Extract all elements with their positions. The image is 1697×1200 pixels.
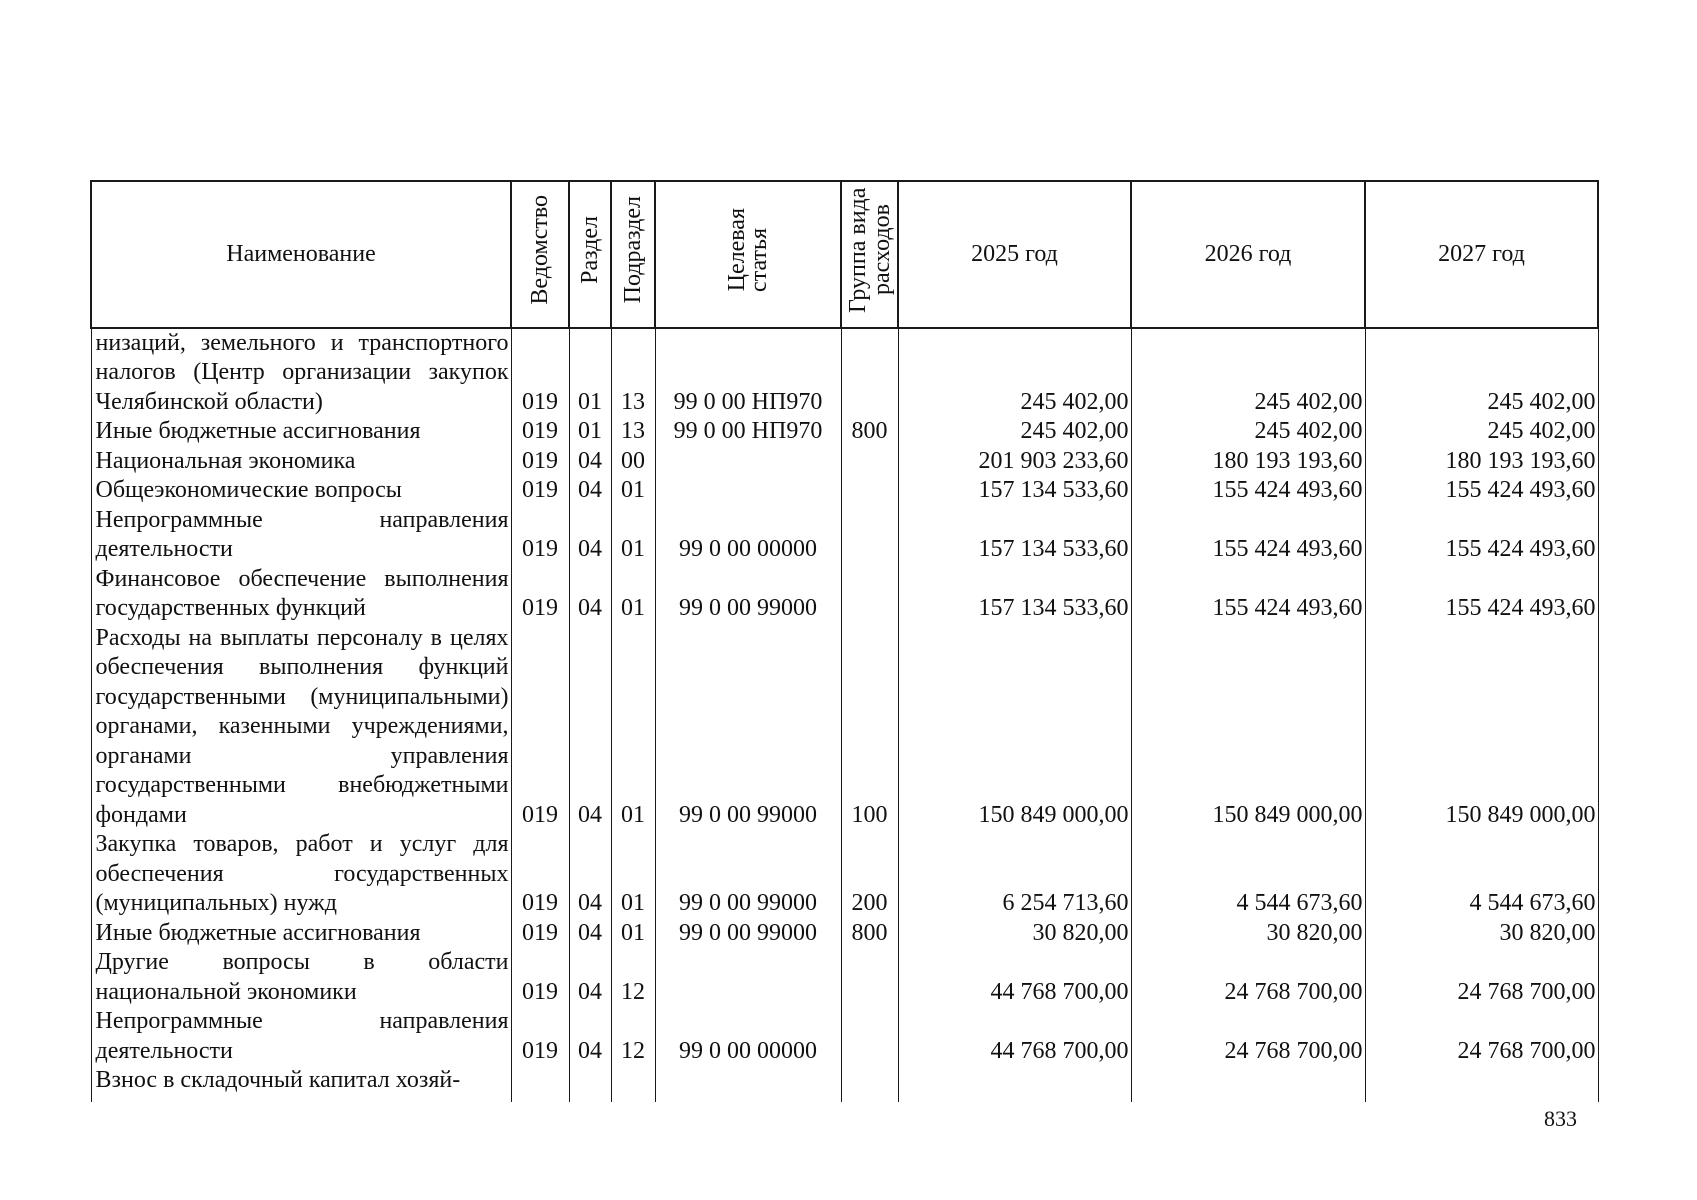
cell-razdel: 04: [569, 565, 611, 624]
cell-gruppa: [841, 1066, 898, 1102]
cell-2026: 24 768 700,00: [1131, 1007, 1365, 1066]
table-row: [91, 417, 1598, 447]
cell-2026: 155 424 493,60: [1131, 565, 1365, 624]
cell-celevaya: [655, 476, 841, 506]
cell-2025: [898, 1066, 1131, 1102]
cell-name: Иные бюджетные ассигнования: [91, 417, 511, 447]
cell-podrazdel: 01: [611, 476, 655, 506]
cell-gruppa: [841, 506, 898, 565]
table-row: [91, 506, 1598, 565]
cell-celevaya: 99 0 00 99000: [655, 919, 841, 949]
cell-2025: 6 254 713,60: [898, 830, 1131, 919]
cell-celevaya: 99 0 00 99000: [655, 565, 841, 624]
cell-2027: 245 402,00: [1365, 417, 1598, 447]
cell-razdel: 04: [569, 476, 611, 506]
cell-gruppa: 200: [841, 830, 898, 919]
table-row: [91, 447, 1598, 477]
cell-gruppa: [841, 1007, 898, 1066]
cell-celevaya: [655, 447, 841, 477]
cell-name: Иные бюджетные ассигнования: [91, 919, 511, 949]
table-row: [91, 565, 1598, 624]
cell-2025: 150 849 000,00: [898, 624, 1131, 831]
cell-2026: 30 820,00: [1131, 919, 1365, 949]
cell-name: Общеэкономические вопросы: [91, 476, 511, 506]
cell-vedomstvo: 019: [511, 476, 569, 506]
header-vedomstvo: [511, 181, 569, 328]
page-number: 833: [1544, 1106, 1577, 1131]
header-podrazdel-label: Подраздел: [620, 196, 646, 304]
cell-celevaya: 99 0 00 99000: [655, 624, 841, 831]
cell-gruppa: [841, 447, 898, 477]
cell-2026: 150 849 000,00: [1131, 624, 1365, 831]
header-2026: 2026 год: [1131, 181, 1365, 328]
cell-2026: 24 768 700,00: [1131, 948, 1365, 1007]
cell-podrazdel: 00: [611, 447, 655, 477]
cell-podrazdel: 01: [611, 830, 655, 919]
cell-2025: 157 134 533,60: [898, 506, 1131, 565]
cell-2025: 157 134 533,60: [898, 565, 1131, 624]
cell-2025: 44 768 700,00: [898, 1007, 1131, 1066]
cell-vedomstvo: 019: [511, 328, 569, 418]
cell-podrazdel: 12: [611, 1007, 655, 1066]
cell-vedomstvo: 019: [511, 830, 569, 919]
cell-name: Закупка товаров, работ и услуг для обеспечения государственных (муниципальных) нужд: [91, 830, 511, 919]
cell-gruppa: [841, 476, 898, 506]
cell-2026: 245 402,00: [1131, 328, 1365, 418]
cell-razdel: 04: [569, 1007, 611, 1066]
header-row: [91, 181, 1598, 328]
cell-gruppa: [841, 565, 898, 624]
cell-2027: 155 424 493,60: [1365, 565, 1598, 624]
cell-vedomstvo: 019: [511, 565, 569, 624]
cell-2027: 24 768 700,00: [1365, 948, 1598, 1007]
table-row: [91, 919, 1598, 949]
table-row: [91, 1066, 1598, 1102]
cell-name: Другие вопросы в области национальной экономики: [91, 948, 511, 1007]
cell-gruppa: [841, 948, 898, 1007]
cell-2027: 30 820,00: [1365, 919, 1598, 949]
cell-razdel: 04: [569, 624, 611, 831]
cell-podrazdel: 01: [611, 565, 655, 624]
cell-vedomstvo: 019: [511, 624, 569, 831]
cell-2026: 245 402,00: [1131, 417, 1365, 447]
cell-2027: 155 424 493,60: [1365, 476, 1598, 506]
cell-2027: 150 849 000,00: [1365, 624, 1598, 831]
header-razdel-label: Раздел: [577, 216, 603, 284]
table-header: [91, 181, 1598, 328]
cell-podrazdel: 01: [611, 506, 655, 565]
cell-razdel: 01: [569, 328, 611, 418]
cell-razdel: 04: [569, 830, 611, 919]
cell-celevaya: [655, 948, 841, 1007]
table-row: [91, 1007, 1598, 1066]
cell-2027: 24 768 700,00: [1365, 1007, 1598, 1066]
cell-gruppa: 800: [841, 417, 898, 447]
cell-name: Непрограммные направления деятельности: [91, 1007, 511, 1066]
cell-2026: 180 193 193,60: [1131, 447, 1365, 477]
cell-razdel: 01: [569, 417, 611, 447]
cell-podrazdel: [611, 1066, 655, 1102]
header-gruppa-label: Группа вида расходов: [844, 187, 895, 313]
cell-2025: 245 402,00: [898, 328, 1131, 418]
cell-2025: 157 134 533,60: [898, 476, 1131, 506]
header-gruppa: [841, 181, 898, 328]
table-row: [91, 830, 1598, 919]
cell-podrazdel: 01: [611, 919, 655, 949]
cell-razdel: 04: [569, 506, 611, 565]
header-podrazdel: [611, 181, 655, 328]
cell-gruppa: [841, 328, 898, 418]
cell-gruppa: 100: [841, 624, 898, 831]
cell-name: Финансовое обеспечение выполнения государственных функций: [91, 565, 511, 624]
cell-name: Взнос в складочный капитал хозяй-: [91, 1066, 511, 1102]
cell-vedomstvo: [511, 1066, 569, 1102]
cell-2026: 4 544 673,60: [1131, 830, 1365, 919]
cell-2027: 245 402,00: [1365, 328, 1598, 418]
cell-vedomstvo: 019: [511, 948, 569, 1007]
budget-table: [90, 180, 1599, 1102]
cell-2026: [1131, 1066, 1365, 1102]
header-celevaya-line1: Целевая: [724, 208, 750, 292]
cell-podrazdel: 13: [611, 328, 655, 418]
header-celevaya: [655, 181, 841, 328]
cell-2025: 30 820,00: [898, 919, 1131, 949]
cell-celevaya: 99 0 00 НП970: [655, 417, 841, 447]
cell-2027: [1365, 1066, 1598, 1102]
cell-vedomstvo: 019: [511, 506, 569, 565]
cell-vedomstvo: 019: [511, 447, 569, 477]
cell-celevaya: [655, 1066, 841, 1102]
cell-razdel: 04: [569, 919, 611, 949]
cell-vedomstvo: 019: [511, 919, 569, 949]
cell-podrazdel: 01: [611, 624, 655, 831]
header-name: Наименование: [91, 181, 511, 328]
cell-razdel: 04: [569, 447, 611, 477]
cell-razdel: 04: [569, 948, 611, 1007]
cell-2025: 201 903 233,60: [898, 447, 1131, 477]
cell-celevaya: 99 0 00 99000: [655, 830, 841, 919]
table-row: [91, 624, 1598, 831]
cell-podrazdel: 12: [611, 948, 655, 1007]
cell-celevaya: 99 0 00 00000: [655, 506, 841, 565]
cell-celevaya: 99 0 00 00000: [655, 1007, 841, 1066]
table-row: [91, 328, 1598, 418]
cell-name: Расходы на выплаты персоналу в целях обеспечения выполнения функций государственными (муниципальными) органами, казенными учреждениями, органами управления государственными внебюджетными фондами: [91, 624, 511, 831]
cell-razdel: [569, 1066, 611, 1102]
header-celevaya-line2: статья: [746, 227, 772, 292]
header-razdel: [569, 181, 611, 328]
cell-2026: 155 424 493,60: [1131, 476, 1365, 506]
cell-celevaya: 99 0 00 НП970: [655, 328, 841, 418]
header-vedomstvo-label: Ведомство: [527, 195, 553, 305]
header-2027: 2027 год: [1365, 181, 1598, 328]
table-row: [91, 476, 1598, 506]
cell-vedomstvo: 019: [511, 417, 569, 447]
cell-gruppa: 800: [841, 919, 898, 949]
cell-vedomstvo: 019: [511, 1007, 569, 1066]
cell-2026: 155 424 493,60: [1131, 506, 1365, 565]
table-row: [91, 948, 1598, 1007]
table-body: [91, 328, 1598, 1103]
cell-2025: 44 768 700,00: [898, 948, 1131, 1007]
cell-podrazdel: 13: [611, 417, 655, 447]
cell-2027: 155 424 493,60: [1365, 506, 1598, 565]
header-2025: 2025 год: [898, 181, 1131, 328]
cell-2025: 245 402,00: [898, 417, 1131, 447]
cell-2027: 4 544 673,60: [1365, 830, 1598, 919]
cell-name: Непрограммные направления деятельности: [91, 506, 511, 565]
cell-2027: 180 193 193,60: [1365, 447, 1598, 477]
cell-name: Национальная экономика: [91, 447, 511, 477]
cell-name: низаций, земельного и транспортного налогов (Центр организации закупок Челябинской области): [91, 328, 511, 418]
